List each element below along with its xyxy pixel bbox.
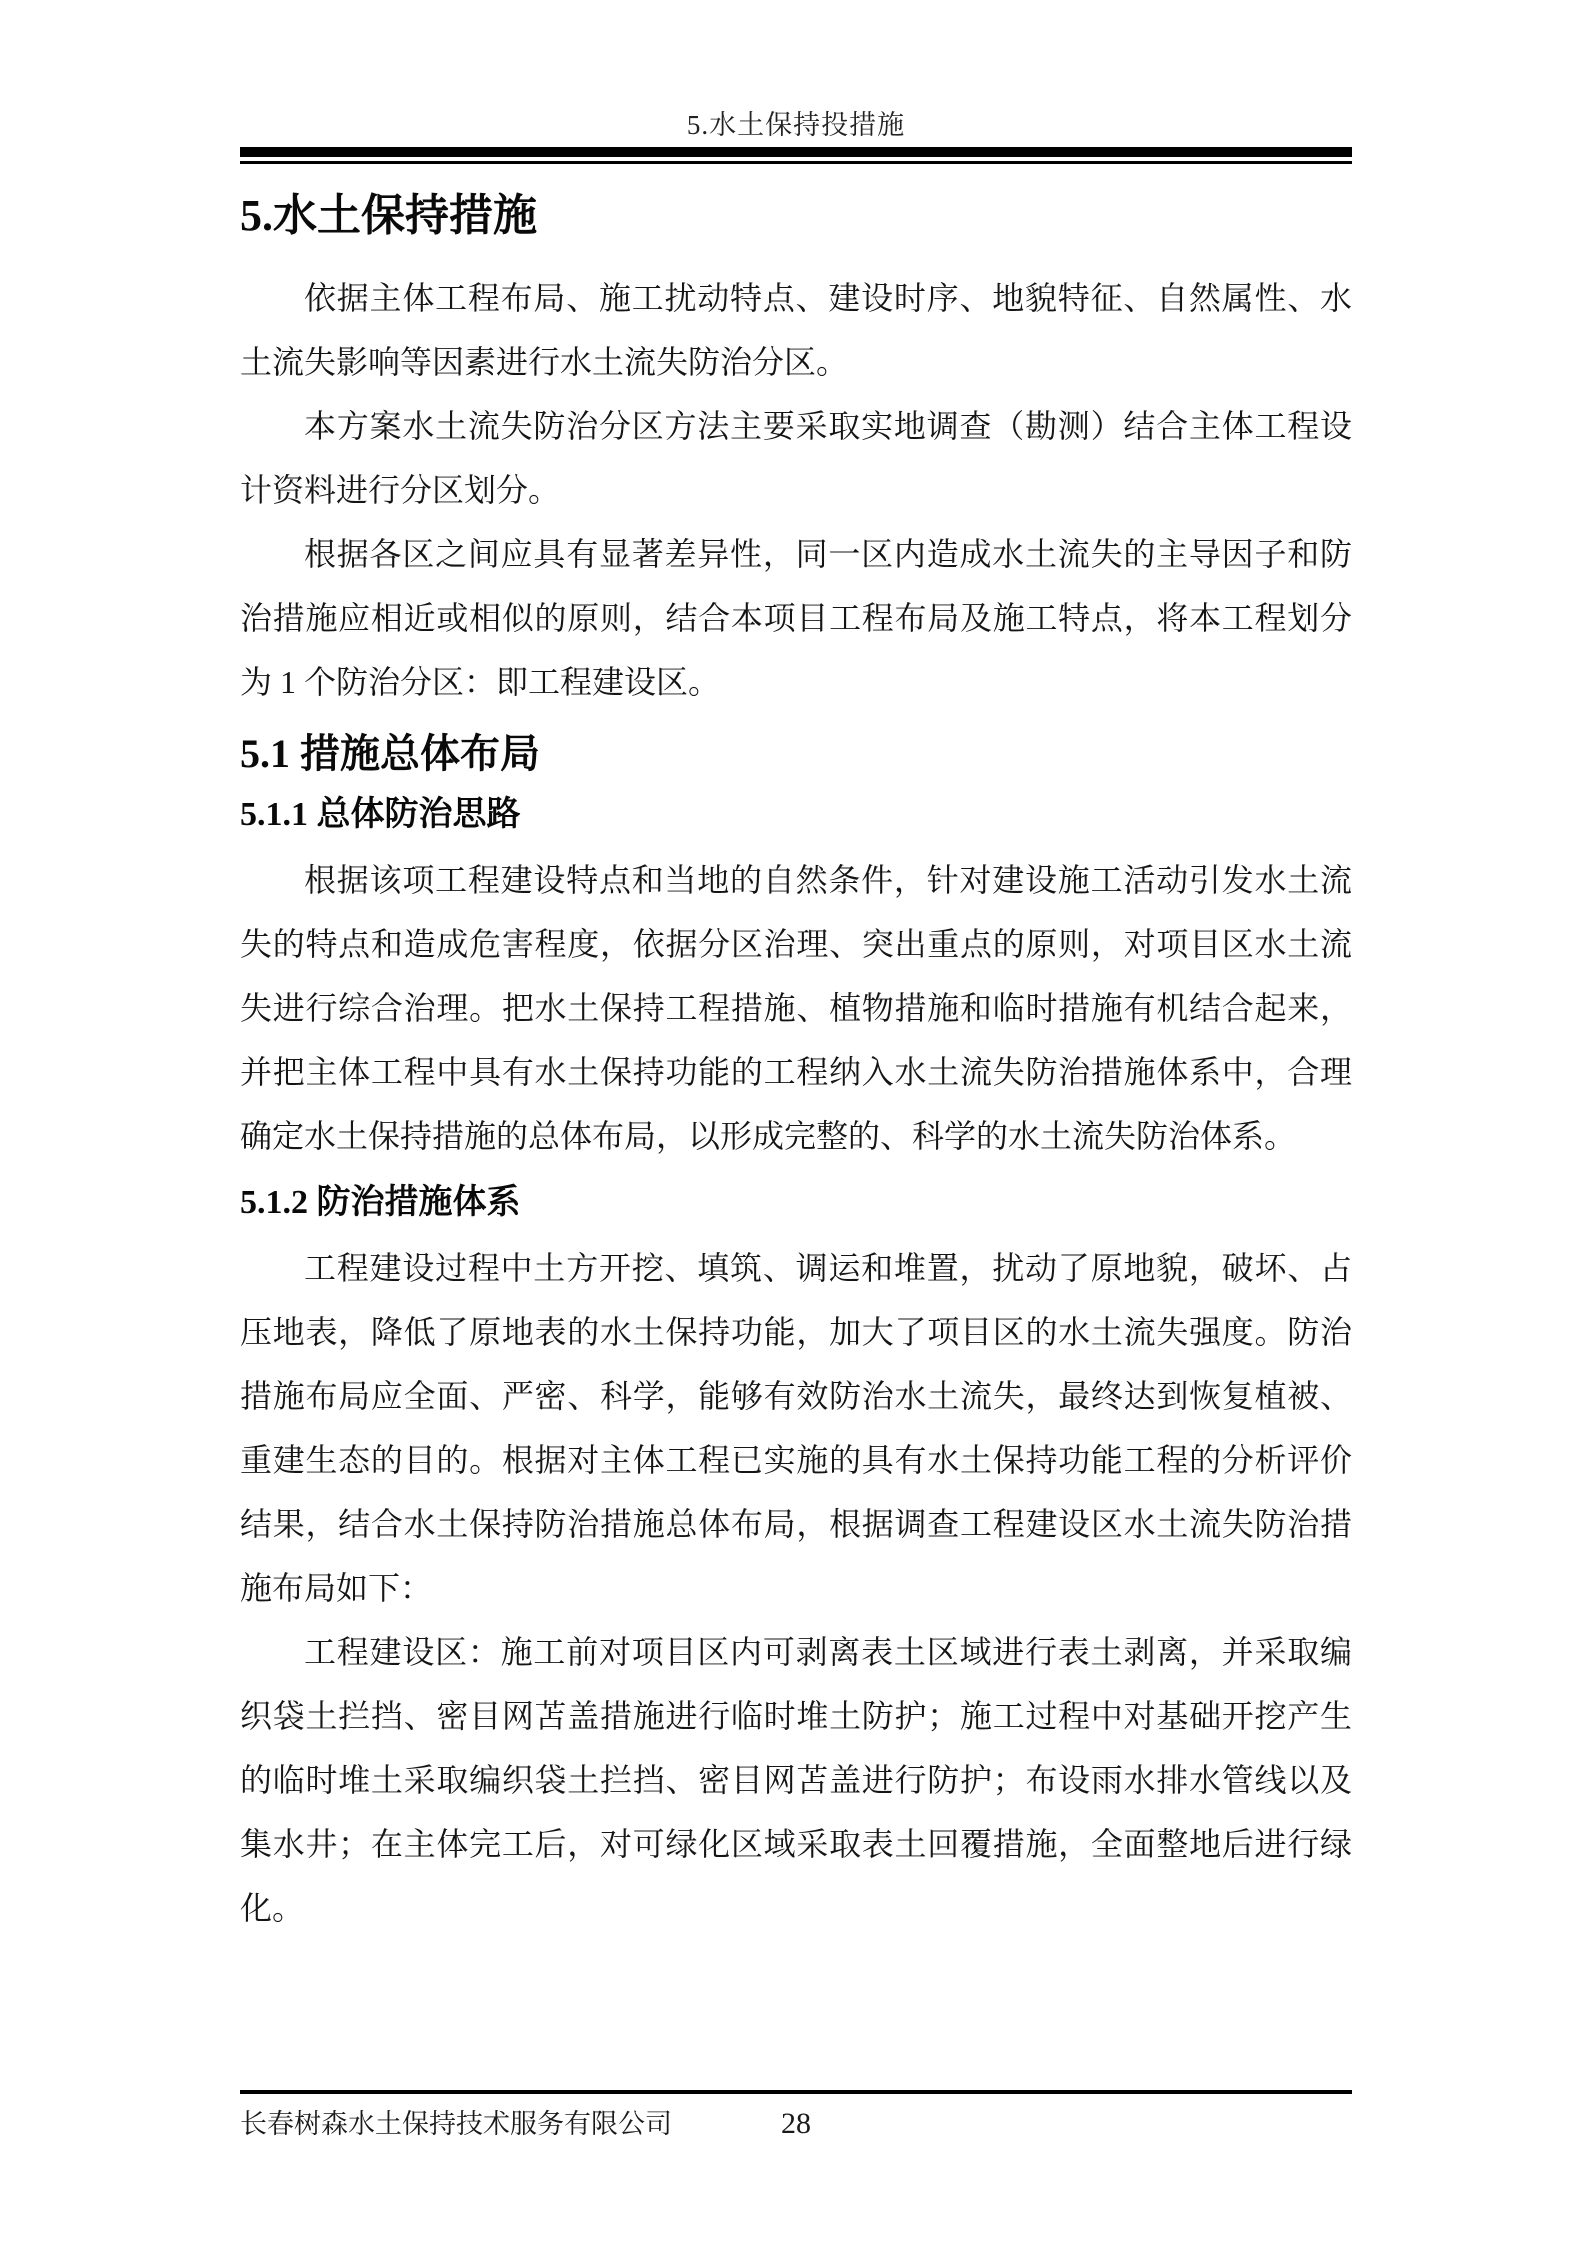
page-footer <box>240 2090 1352 2144</box>
page-header <box>240 108 1352 164</box>
paragraph-intro-3: 根据各区之间应具有显著差异性，同一区内造成水土流失的主导因子和防治措施应相近或相似的原则，结合本项目工程布局及施工特点，将本工程划分为 1 个防治分区：即工程建设区。 <box>240 536 1352 700</box>
paragraph-5-1-2-b: 工程建设区：施工前对项目区内可剥离表土区域进行表土剥离，并采取编织袋土拦挡、密目网苫盖措施进行临时堆土防护；施工过程中对基础开挖产生的临时堆土采取编织袋土拦挡、密目网苫盖进行防护；布设雨水排水管线以及集水井；在主体完工后，对可绿化区域采取表土回覆措施，全面整地后进行绿化。 <box>240 1634 1352 1926</box>
footer-company-name: 长春树森水土保持技术服务有限公司 <box>240 2109 672 2139</box>
paragraph-5-1-2-a: 工程建设过程中土方开挖、填筑、调运和堆置，扰动了原地貌，破坏、占压地表，降低了原地表的水土保持功能，加大了项目区的水土流失强度。防治措施布局应全面、严密、科学，能够有效防治水土流失，最终达到恢复植被、重建生态的目的。根据对主体工程已实施的具有水土保持功能工程的分析评价结果，结合水土保持防治措施总体布局，根据调查工程建设区水土流失防治措施布局如下： <box>240 1250 1352 1606</box>
paragraph-intro-1: 依据主体工程布局、施工扰动特点、建设时序、地貌特征、自然属性、水土流失影响等因素进行水土流失防治分区。 <box>240 280 1352 380</box>
header-rule-thin <box>240 161 1352 164</box>
header-rule-thick <box>240 147 1352 157</box>
footer-row <box>240 2104 1352 2144</box>
paragraph-5-1-1: 根据该项工程建设特点和当地的自然条件，针对建设施工活动引发水土流失的特点和造成危害程度，依据分区治理、突出重点的原则，对项目区水土流失进行综合治理。把水土保持工程措施、植物措施和临时措施有机结合起来，并把主体工程中具有水土保持功能的工程纳入水土流失防治措施体系中，合理确定水土保持措施的总体布局，以形成完整的、科学的水土流失防治体系。 <box>240 862 1352 1154</box>
section-heading-5-1: 5.1 措施总体布局 <box>240 731 540 776</box>
subsection-heading-5-1-2: 5.1.2 防治措施体系 <box>240 1184 521 1221</box>
chapter-title: 5.水土保持措施 <box>240 191 537 240</box>
footer-page-number: 28 <box>781 2107 811 2140</box>
subsection-heading-5-1-1: 5.1.1 总体防治思路 <box>240 796 521 833</box>
running-header-title: 5.水土保持投措施 <box>686 110 906 140</box>
document-body <box>240 192 1352 1940</box>
paragraph-intro-2: 本方案水土流失防治分区方法主要采取实地调查（勘测）结合主体工程设计资料进行分区划分。 <box>240 408 1352 508</box>
footer-rule <box>240 2090 1352 2094</box>
